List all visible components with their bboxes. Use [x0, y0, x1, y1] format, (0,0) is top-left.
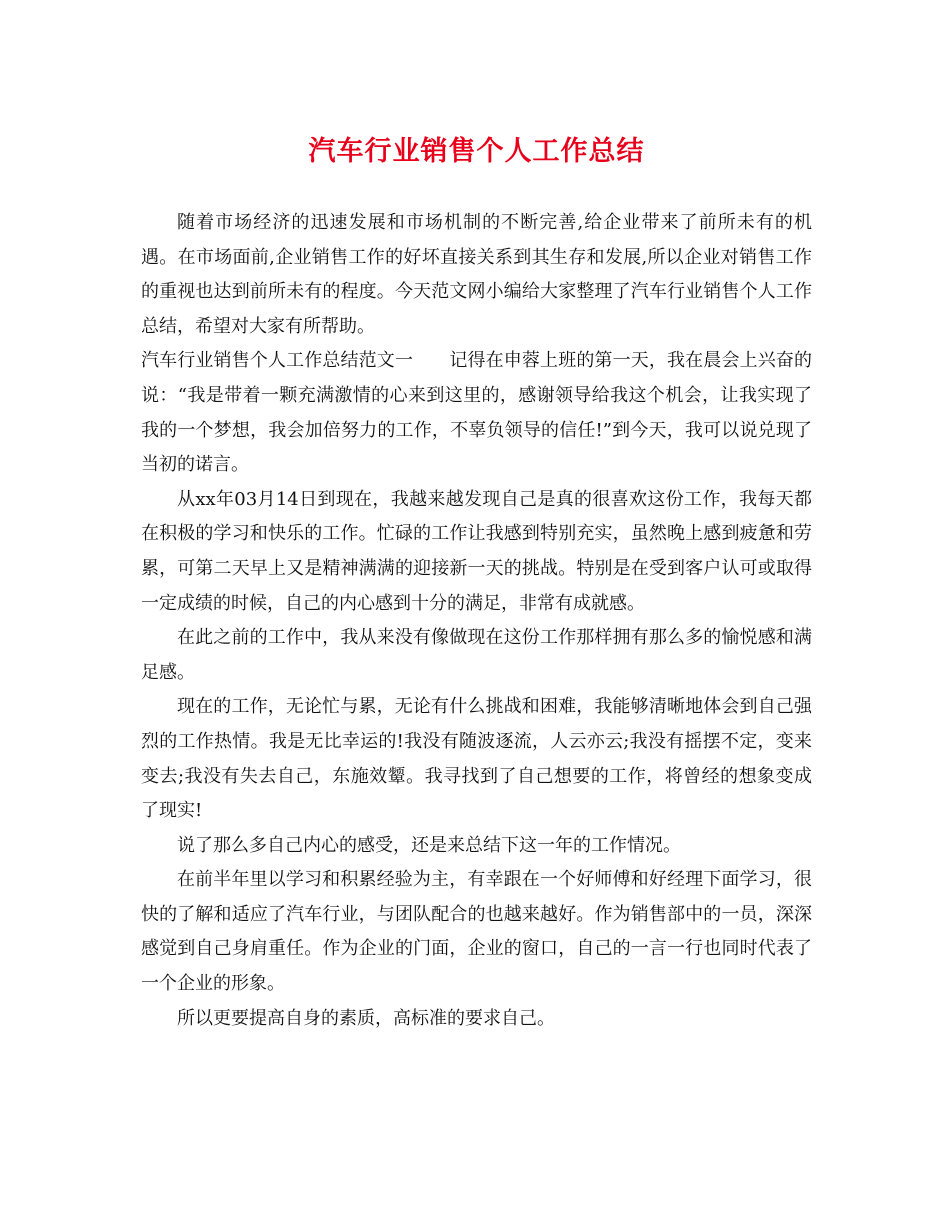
paragraph: 现在的工作，无论忙与累，无论有什么挑战和困难，我能够清晰地体会到自己强烈的工作热情。我是无比幸运的!我没有随波逐流，人云亦云;我没有摇摆不定，变来变去;我没有失去自己，东施效颦。我寻找到了自己想要的工作，将曾经的想象变成了现实!	[141, 696, 812, 822]
document-body	[141, 206, 812, 1036]
paragraph: 随着市场经济的迅速发展和市场机制的不断完善,给企业带来了前所未有的机遇。在市场面前,企业销售工作的好坏直接关系到其生存和发展,所以企业对销售工作的重视也达到前所未有的程度。今天范文网小编给大家整理了汽车行业销售个人工作总结，希望对大家有所帮助。	[141, 212, 812, 337]
paragraph: 在前半年里以学习和积累经验为主，有幸跟在一个好师傅和好经理下面学习，很快的了解和适应了汽车行业，与团队配合的也越来越好。作为销售部中的一员，深深感觉到自己身肩重任。作为企业的门面，企业的窗口，自己的一言一行也同时代表了一个企业的形象。	[141, 869, 812, 995]
paragraph: 从xx年03月14日到现在，我越来越发现自己是真的很喜欢这份工作，我每天都在积极的学习和快乐的工作。忙碌的工作让我感到特别充实，虽然晚上感到疲惫和劳累，可第二天早上又是精神满满的迎接新一天的挑战。特别是在受到客户认可或取得一定成绩的时候，自己的内心感到十分的满足，非常有成就感。	[141, 488, 812, 614]
paragraph: 说了那么多自己内心的感受，还是来总结下这一年的工作情况。	[177, 834, 681, 856]
paragraph: 所以更要提高自身的素质，高标准的要求自己。	[177, 1007, 555, 1029]
document-title: 汽车行业销售个人工作总结	[308, 136, 645, 167]
paragraph: 在此之前的工作中，我从来没有像做现在这份工作那样拥有那么多的愉悦感和满足感。	[141, 627, 812, 683]
paragraph: 汽车行业销售个人工作总结范文一 记得在申蓉上班的第一天，我在晨会上兴奋的说：“我是带着一颗充满激情的心来到这里的，感谢领导给我这个机会，让我实现了我的一个梦想，我会加倍努力的工作，不辜负领导的信任!”到今天，我可以说兑现了当初的诺言。	[141, 350, 812, 476]
